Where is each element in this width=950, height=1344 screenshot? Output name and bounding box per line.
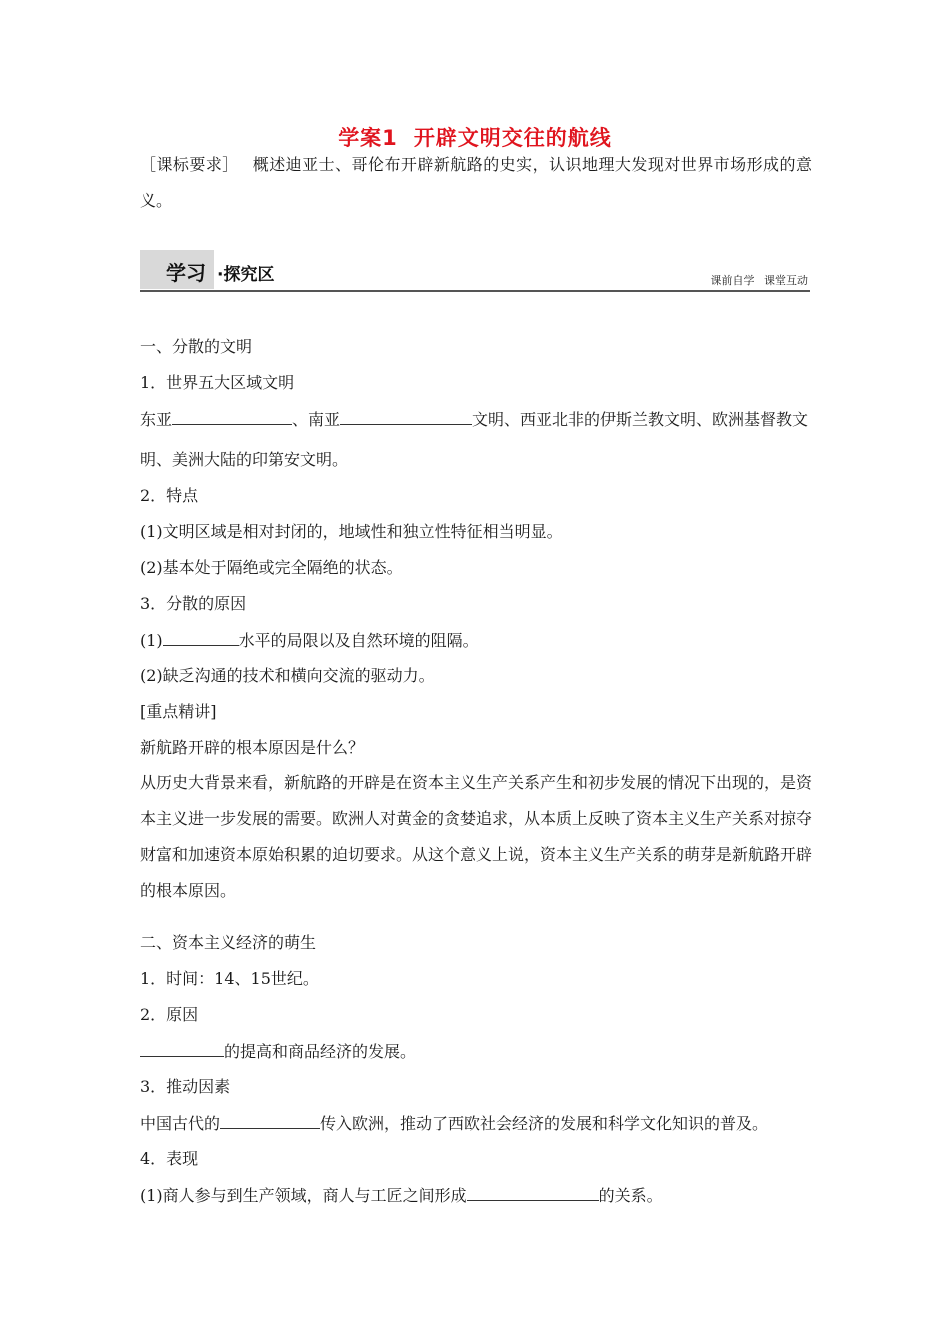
section1-item1-line1 <box>140 409 812 430</box>
fill-blank-2[interactable] <box>340 409 472 425</box>
section1-heading: 一、分散的文明 <box>140 337 253 356</box>
text-civilizations: 文明、西亚北非的伊斯兰教文明、欧洲基督教文 <box>472 410 809 429</box>
item4-p1-prefix: (1)商人参与到生产领域，商人与工匠之间形成 <box>140 1186 467 1205</box>
section2-item4-heading: 4．表现 <box>140 1149 199 1168</box>
fill-blank-6[interactable] <box>467 1185 599 1201</box>
section2-item2-heading: 2．原因 <box>140 1005 199 1024</box>
section2-item1: 1．时间：14、15世纪。 <box>140 969 319 988</box>
section1-item3-p1 <box>140 630 812 651</box>
section1-item2-heading: 2．特点 <box>140 486 199 505</box>
banner-sub-label: ·探究区 <box>217 265 275 285</box>
section1-item3-heading: 3．分散的原因 <box>140 594 247 613</box>
p1-prefix: (1) <box>140 631 163 650</box>
requirement-label: ［课标要求］ <box>140 155 239 174</box>
section2-heading: 二、资本主义经济的萌生 <box>140 933 317 952</box>
key-point-question: 新航路开辟的根本原因是什么？ <box>140 738 365 757</box>
title-sub: 开辟文明交往的航线 <box>413 126 612 150</box>
section1-item1-line2: 明、美洲大陆的印第安文明。 <box>140 450 349 469</box>
curriculum-requirement <box>140 147 812 219</box>
fill-blank-3[interactable] <box>163 630 239 646</box>
section2-item2-line <box>140 1041 812 1062</box>
section2-item3-heading: 3．推动因素 <box>140 1077 231 1096</box>
p1-suffix: 水平的局限以及自然环境的阻隔。 <box>238 631 479 650</box>
section1-item3-p2: (2)缺乏沟通的技术和横向交流的驱动力。 <box>140 666 435 685</box>
requirement-text: 概述迪亚士、哥伦布开辟新航路的史实，认识地理大发现对世界市场形成的意义。 <box>140 155 812 210</box>
item4-p1-suffix: 的关系。 <box>598 1186 663 1205</box>
fill-blank-5[interactable] <box>220 1113 320 1129</box>
banner-tab-label: 学习 <box>166 261 206 285</box>
section1-item1-heading: 1．世界五大区域文明 <box>140 373 295 392</box>
fill-blank-1[interactable] <box>172 409 292 425</box>
item3-suffix: 传入欧洲，推动了西欧社会经济的发展和科学文化知识的普及。 <box>320 1114 769 1133</box>
section2-item3-line <box>140 1113 812 1134</box>
fill-blank-4[interactable] <box>140 1041 224 1057</box>
key-point-answer: 从历史大背景来看，新航路的开辟是在资本主义生产关系产生和初步发展的情况下出现的，是资本主义进一步发展的需要。欧洲人对黄金的贪婪追求，从本质上反映了资本主义生产关系对掠夺财富和加速资本原始积累的迫切要求。从这个意义上说，资本主义生产关系的萌芽是新航路开辟的根本原因。 <box>140 773 813 900</box>
section2-item4-p1 <box>140 1185 812 1206</box>
text-east-asia: 东亚 <box>140 410 173 429</box>
item3-prefix: 中国古代的 <box>140 1114 221 1133</box>
title-main: 学案1 <box>338 126 398 150</box>
text-south-asia: 、南亚 <box>292 410 341 429</box>
banner-right-label: 课前自学 课堂互动 <box>710 274 808 287</box>
key-point-label: [重点精讲] <box>140 702 217 721</box>
section-banner <box>140 250 810 292</box>
section1-item2-p1: (1)文明区域是相对封闭的，地域性和独立性特征相当明显。 <box>140 522 563 541</box>
item2-suffix: 的提高和商品经济的发展。 <box>224 1042 417 1061</box>
banner-divider <box>140 290 810 292</box>
section1-item2-p2: (2)基本处于隔绝或完全隔绝的状态。 <box>140 558 403 577</box>
